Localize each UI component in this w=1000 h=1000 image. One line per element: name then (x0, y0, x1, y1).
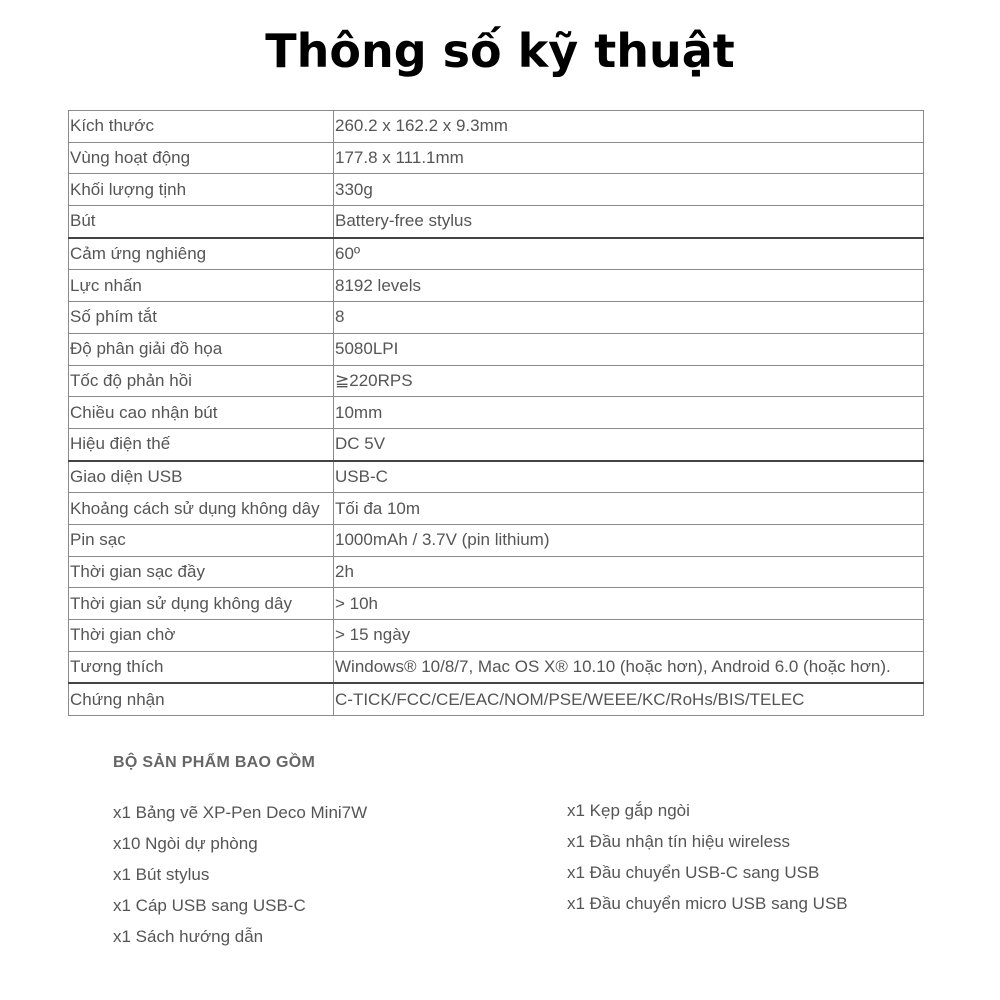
spec-label: Thời gian sạc đầy (69, 556, 334, 588)
kit-item: x10 Ngòi dự phòng (113, 834, 258, 853)
spec-label: Khối lượng tịnh (69, 174, 334, 206)
spec-label: Giao diện USB (69, 461, 334, 493)
spec-value: 177.8 x 111.1mm (334, 142, 924, 174)
spec-row (69, 270, 924, 302)
spec-label: Chứng nhận (69, 683, 334, 715)
spec-label: Pin sạc (69, 524, 334, 556)
spec-value: DC 5V (334, 428, 924, 460)
spec-label: Thời gian chờ (69, 620, 334, 652)
spec-value: 8192 levels (334, 270, 924, 302)
spec-row (69, 461, 924, 493)
spec-label: Tốc độ phản hồi (69, 365, 334, 397)
kit-item: x1 Kẹp gắp ngòi (567, 801, 690, 820)
spec-value: 330g (334, 174, 924, 206)
kit-item: x1 Đầu chuyển micro USB sang USB (567, 894, 848, 913)
spec-row (69, 588, 924, 620)
spec-row (69, 651, 924, 683)
spec-row (69, 238, 924, 270)
spec-row (69, 397, 924, 429)
spec-label: Tương thích (69, 651, 334, 683)
spec-value: 10mm (334, 397, 924, 429)
spec-row (69, 302, 924, 334)
spec-label: Hiệu điện thế (69, 428, 334, 460)
spec-label: Kích thước (69, 111, 334, 143)
spec-row (69, 365, 924, 397)
kit-item: x1 Sách hướng dẫn (113, 927, 264, 946)
spec-row (69, 142, 924, 174)
kit-list-right (567, 795, 848, 919)
kit-title: BỘ SẢN PHẨM BAO GỒM (113, 754, 316, 771)
spec-row (69, 620, 924, 652)
page-title: Thông số kỹ thuật (265, 24, 735, 78)
spec-row (69, 556, 924, 588)
kit-list-left (113, 797, 367, 952)
spec-value: 1000mAh / 3.7V (pin lithium) (334, 524, 924, 556)
spec-label: Thời gian sử dụng không dây (69, 588, 334, 620)
spec-value: 5080LPI (334, 333, 924, 365)
spec-value: C-TICK/FCC/CE/EAC/NOM/PSE/WEEE/KC/RoHs/BIS/TELEC (334, 683, 924, 715)
spec-row (69, 111, 924, 143)
spec-label: Vùng hoạt động (69, 142, 334, 174)
spec-row (69, 493, 924, 525)
spec-value: > 15 ngày (334, 620, 924, 652)
spec-table (68, 110, 924, 716)
spec-value: > 10h (334, 588, 924, 620)
spec-label: Khoảng cách sử dụng không dây (69, 493, 334, 525)
spec-label: Độ phân giải đồ họa (69, 333, 334, 365)
spec-value: Battery-free stylus (334, 206, 924, 238)
spec-row (69, 206, 924, 238)
kit-item: x1 Cáp USB sang USB-C (113, 896, 306, 915)
spec-row (69, 174, 924, 206)
kit-item: x1 Đầu nhận tín hiệu wireless (567, 832, 791, 851)
spec-label: Số phím tắt (69, 302, 334, 334)
kit-item: x1 Bút stylus (113, 865, 210, 884)
spec-value: 8 (334, 302, 924, 334)
spec-row (69, 428, 924, 460)
spec-value: USB-C (334, 461, 924, 493)
spec-label: Lực nhấn (69, 270, 334, 302)
spec-value: Windows® 10/8/7, Mac OS X® 10.10 (hoặc hơn), Android 6.0 (hoặc hơn). (334, 651, 924, 683)
spec-label: Cảm ứng nghiêng (69, 238, 334, 270)
kit-item: x1 Đầu chuyển USB-C sang USB (567, 863, 820, 882)
spec-value: ≧220RPS (334, 365, 924, 397)
spec-value: 2h (334, 556, 924, 588)
spec-row (69, 683, 924, 715)
spec-value: 60º (334, 238, 924, 270)
spec-value: Tối đa 10m (334, 493, 924, 525)
spec-row (69, 524, 924, 556)
spec-label: Bút (69, 206, 334, 238)
spec-row (69, 333, 924, 365)
kit-item: x1 Bảng vẽ XP-Pen Deco Mini7W (113, 803, 368, 822)
spec-value: 260.2 x 162.2 x 9.3mm (334, 111, 924, 143)
spec-label: Chiều cao nhận bút (69, 397, 334, 429)
